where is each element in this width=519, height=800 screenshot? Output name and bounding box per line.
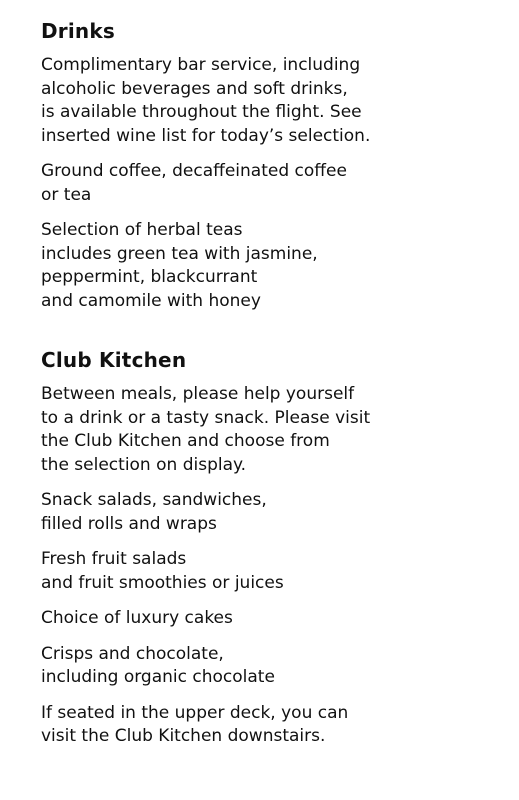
text-line: Ground coffee, decaffeinated coffee: [41, 161, 347, 181]
text-line: peppermint, blackcurrant: [41, 267, 258, 287]
text-line: visit the Club Kitchen downstairs.: [41, 726, 326, 746]
drinks-section: [41, 18, 511, 313]
section-title-club-kitchen: Club Kitchen: [41, 348, 187, 372]
text-line: Selection of herbal teas: [41, 220, 243, 240]
section-title-drinks: Drinks: [41, 19, 115, 43]
paragraph: [41, 548, 511, 595]
text-line: and fruit smoothies or juices: [41, 572, 284, 593]
text-line: filled rolls and wraps: [41, 513, 217, 534]
text-line: including organic chocolate: [41, 667, 275, 687]
text-line: Choice of luxury cakes: [41, 608, 233, 628]
text-line: inserted wine list for today’s selection.: [41, 125, 371, 146]
text-line: the selection on display.: [41, 454, 247, 475]
section-spacer: [41, 325, 511, 347]
text-line: the Club Kitchen and choose from: [41, 431, 330, 451]
text-line: If seated in the upper deck, you can: [41, 702, 349, 723]
text-line: Crisps and chocolate,: [41, 643, 224, 664]
paragraph: [41, 54, 511, 148]
text-line: and camomile with honey: [41, 290, 261, 311]
text-line: Complimentary bar service, including: [41, 55, 361, 75]
text-line: includes green tea with jasmine,: [41, 243, 318, 264]
paragraph: [41, 702, 511, 749]
text-line: is available throughout the flight. See: [41, 102, 362, 122]
paragraph: [41, 383, 511, 477]
text-line: Snack salads, sandwiches,: [41, 490, 267, 510]
paragraph: [41, 489, 511, 536]
paragraph: [41, 607, 511, 631]
text-line: Between meals, please help yourself: [41, 384, 355, 404]
text-line: to a drink or a tasty snack. Please visit: [41, 407, 371, 428]
paragraph: [41, 219, 511, 313]
text-line: alcoholic beverages and soft drinks,: [41, 78, 348, 99]
text-line: or tea: [41, 184, 92, 205]
menu-page: [41, 18, 511, 761]
club-kitchen-section: [41, 347, 511, 749]
paragraph: [41, 160, 511, 207]
text-line: Fresh fruit salads: [41, 549, 187, 569]
paragraph: [41, 643, 511, 690]
